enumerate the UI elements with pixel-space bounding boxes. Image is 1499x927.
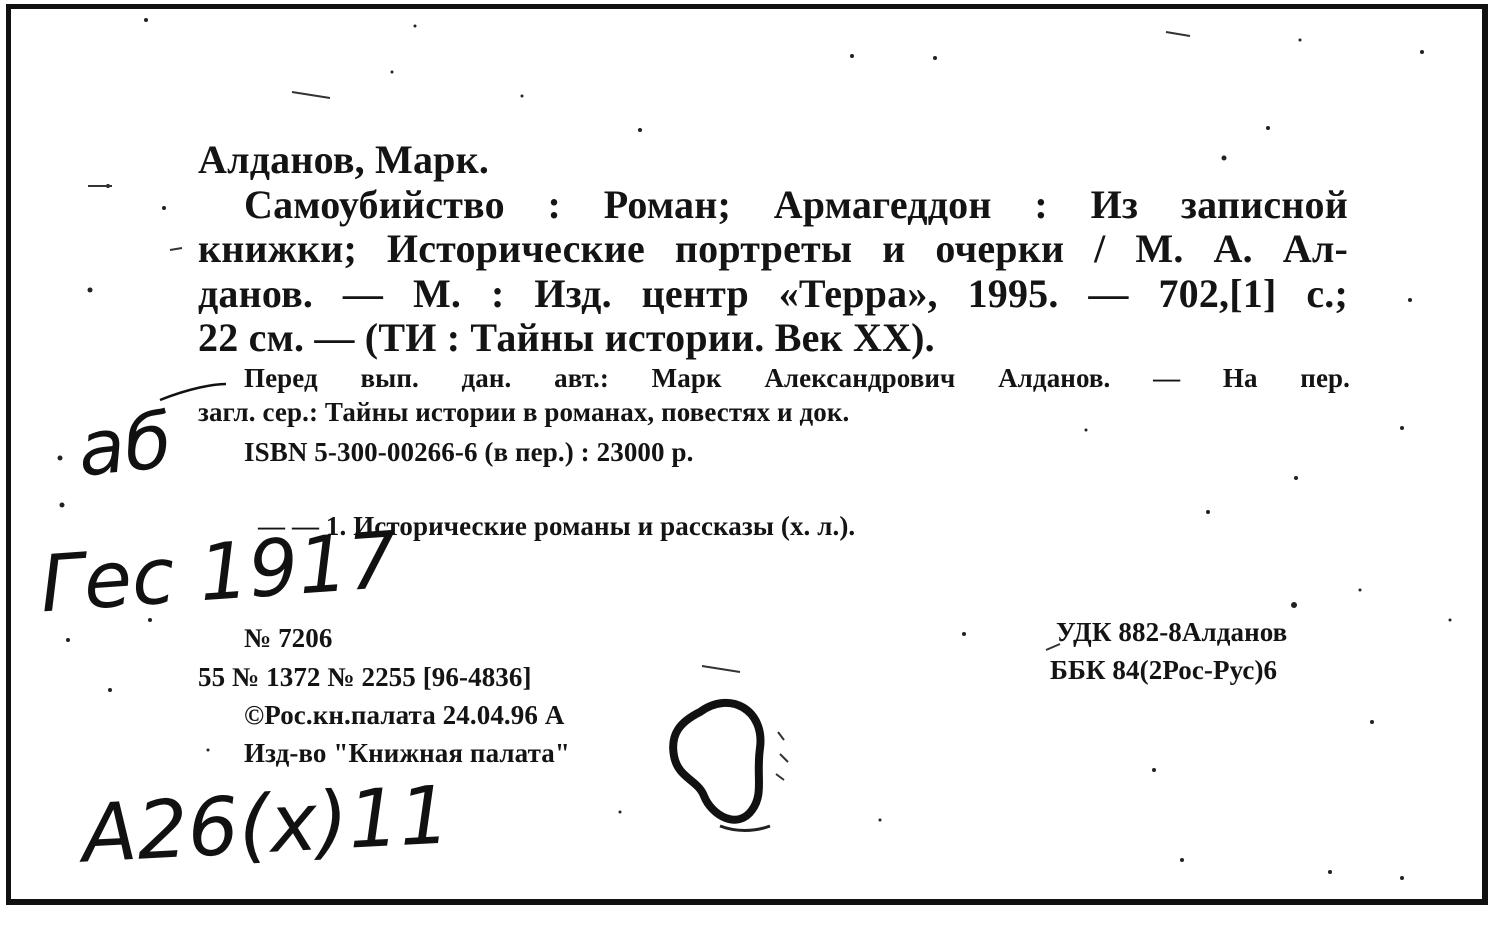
number-line-1: № 7206 [244, 623, 333, 653]
handwritten-shelf-mark: А26(х)11 [79, 768, 453, 881]
title-line-4: 22 см. — (ТИ : Тайны истории. Век XX). [198, 315, 935, 360]
handwritten-mark: аб [73, 395, 176, 494]
title-line-3: данов. — М. : Изд. центр «Терра», 1995. — 702,[1] с.; [198, 271, 1348, 316]
title-line-1: Самоубийство : Роман; Армагеддон : Из записной [244, 182, 1348, 227]
chamber-line: ©Рос.кн.палата 24.04.96 А [244, 700, 565, 730]
subject-heading: — — 1. Исторические романы и рассказы (х. л.). [258, 511, 856, 541]
notes-line-1: Перед вып. дан. авт.: Марк Александрович Алданов. — На пер. [244, 363, 1350, 393]
isbn-line: ISBN 5-300-00266-6 (в пер.) : 23000 р. [244, 437, 694, 467]
author-heading: Алданов, Марк. [198, 137, 490, 182]
number-line-2: 55 № 1372 № 2255 [96-4836] [198, 662, 532, 692]
udk-code: УДК 882-8Алданов [1056, 617, 1288, 647]
title-line-2: книжки; Исторические портреты и очерки / М. А. Ал- [198, 226, 1348, 271]
handwritten-location: Гес 1917 [37, 515, 401, 631]
notes-line-2: загл. сер.: Тайны истории в романах, повестях и док. [198, 397, 850, 427]
bbk-code: ББК 84(2Рос-Рус)6 [1050, 655, 1278, 685]
publisher-line: Изд-во "Книжная палата" [244, 738, 570, 768]
